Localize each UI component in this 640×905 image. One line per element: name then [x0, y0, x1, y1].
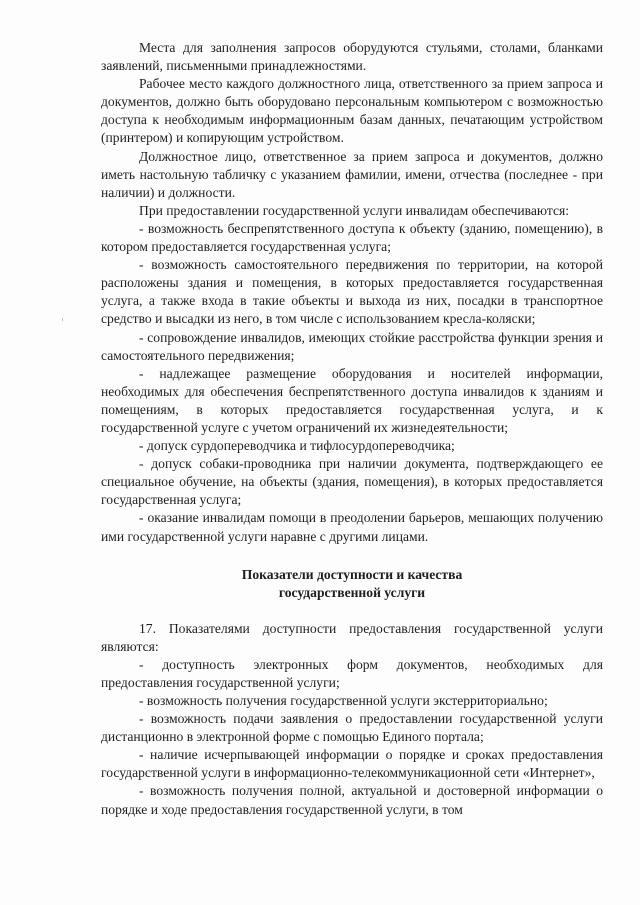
section-heading-line-2: государственной услуги — [278, 584, 426, 600]
paragraph-seating: Места для заполнения запросов оборудуются стульями, столами, бланками заявлений, письменными принадлежностями. — [101, 40, 603, 74]
list-item-access: - возможность беспрепятственного доступа к объекту (зданию, помещению), в котором предоставляется государственная услуга; — [101, 220, 603, 255]
section-heading — [101, 566, 603, 602]
list-item-barriers: - оказание инвалидам помощи в преодолении барьеров, мешающих получению ими государственной услуги наравне с другими лицами. — [101, 510, 603, 544]
paragraph-indicators-intro: 17. Показателями доступности предоставления государственной услуги являются: — [101, 620, 603, 654]
paragraph-workplace: Рабочее место каждого должностного лица, ответственного за прием запроса и документов, должно быть оборудовано персональным компьютером с возможностью доступа к необходимым информационным базам данных, печатающим устройством (принтером) и копирующим устройством. — [101, 76, 603, 146]
list-item-extraterritorial: - возможность получения государственной услуги экстерриториально; — [139, 693, 548, 708]
margin-mark — [62, 318, 63, 321]
list-item-full-info: - возможность получения полной, актуальной и достоверной информации о порядке и ходе предоставления государственной услуги, в том — [101, 783, 603, 817]
list-item-movement: - возможность самостоятельного передвижения по территории, на которой расположены здания и помещения, в которых предоставляется государственная услуга, а также входа в такие объекты и выхода из них, посадки в транспортное средство и высадки из него, в том числе с использованием кресла-коляски; — [101, 257, 603, 327]
list-item-equipment: - надлежащее размещение оборудования и носителей информации, необходимых для обеспечения беспрепятственного доступа инвалидов к зданиям и помещениям, в которых предоставляется государственная услуга, и к государственной услуге с учетом ограничений их жизнедеятельности; — [101, 365, 603, 435]
list-item-remote-application: - возможность подачи заявления о предоставлении государственной услуги дистанционно в электронной форме с помощью Единого портала; — [101, 711, 603, 745]
list-item-internet-info: - наличие исчерпывающей информации о порядке и сроках предоставления государственной услуги в информационно-телекоммуникационной сети «Интернет», — [101, 747, 603, 781]
paragraph-name-plate: Должностное лицо, ответственное за прием запроса и документов, должно иметь настольную табличку с указанием фамилии, имени, отчества (последнее - при наличии) и должности. — [101, 148, 603, 200]
paragraph-disabled-intro: При предоставлении государственной услуги инвалидам обеспечиваются: — [139, 202, 570, 218]
list-item-electronic-forms: - доступность электронных форм документов, необходимых для предоставления государственной услуги; — [101, 656, 603, 690]
list-item-interpreter: - допуск сурдопереводчика и тифлосурдопереводчика; — [139, 438, 455, 454]
document-body — [101, 39, 603, 819]
list-item-guide-dog: - допуск собаки-проводника при наличии документа, подтверждающего ее специальное обучение, на объекты (здания, помещения), в которых предоставляется государственная услуга; — [101, 456, 603, 508]
section-heading-line-1: Показатели доступности и качества — [241, 566, 463, 582]
list-item-accompaniment: - сопровождение инвалидов, имеющих стойкие расстройства функции зрения и самостоятельного передвижения; — [101, 329, 603, 363]
